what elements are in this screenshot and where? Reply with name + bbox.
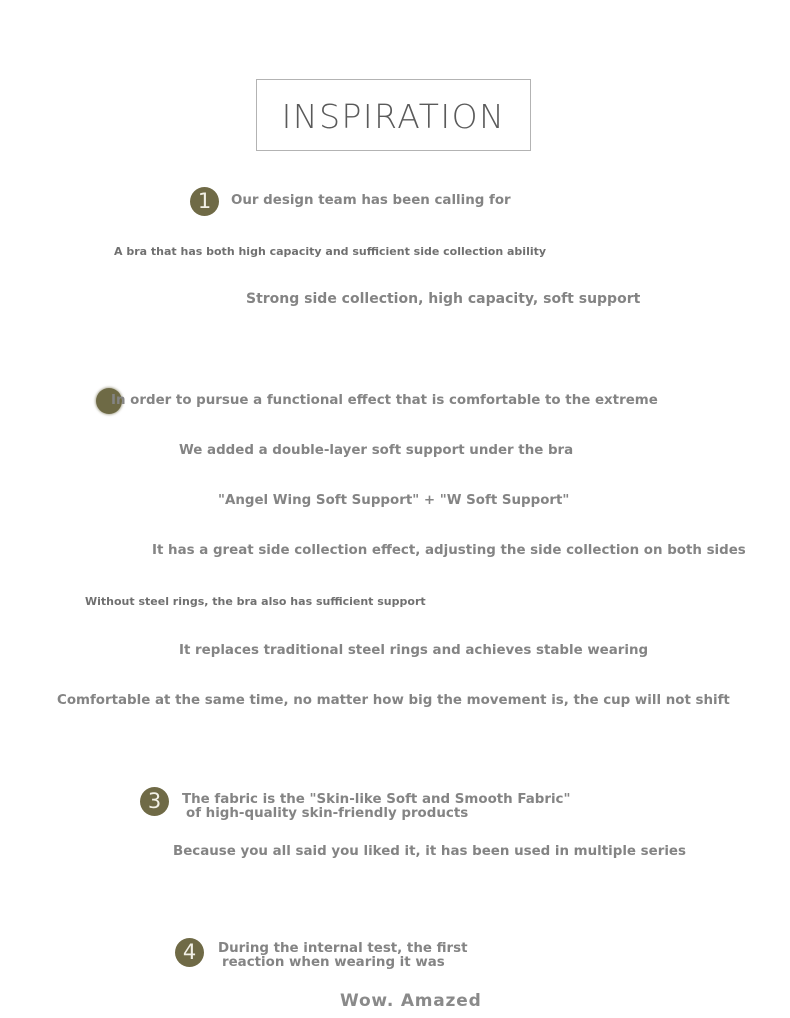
section1-intro: Our design team has been calling for (231, 193, 511, 208)
section4-test-line2: reaction when wearing it was (222, 955, 445, 970)
step-badge-1: 1 (190, 187, 219, 216)
step-badge-4: 4 (175, 938, 204, 967)
section1-need: A bra that has both high capacity and sufficient side collection ability (114, 245, 547, 258)
page-title: INSPIRATION (281, 96, 506, 136)
section2-nosteel: Without steel rings, the bra also has sufficient support (85, 595, 426, 608)
section2-comfort: Comfortable at the same time, no matter how big the movement is, the cup will not shift (57, 693, 730, 708)
section2-names: "Angel Wing Soft Support" + "W Soft Support" (218, 493, 570, 508)
section2-added: We added a double-layer soft support under the bra (179, 443, 574, 458)
title-box (256, 79, 531, 151)
section2-pursue: In order to pursue a functional effect that is comfortable to the extreme (111, 393, 658, 408)
section4-test-line1: During the internal test, the first (218, 941, 468, 956)
section3-liked: Because you all said you liked it, it has been used in multiple series (173, 844, 686, 859)
step-badge-3: 3 (140, 787, 169, 816)
section4-reaction: Wow. Amazed (340, 991, 482, 1011)
section2-replaces: It replaces traditional steel rings and achieves stable wearing (179, 643, 649, 658)
section3-fabric-line2: of high-quality skin-friendly products (186, 806, 469, 821)
section4-test (218, 942, 468, 970)
section2-effect: It has a great side collection effect, adjusting the side collection on both sides (152, 543, 746, 558)
section3-fabric (182, 793, 570, 821)
section3-fabric-line1: The fabric is the "Skin-like Soft and Smooth Fabric" (182, 792, 571, 807)
section1-goal: Strong side collection, high capacity, soft support (246, 291, 641, 307)
